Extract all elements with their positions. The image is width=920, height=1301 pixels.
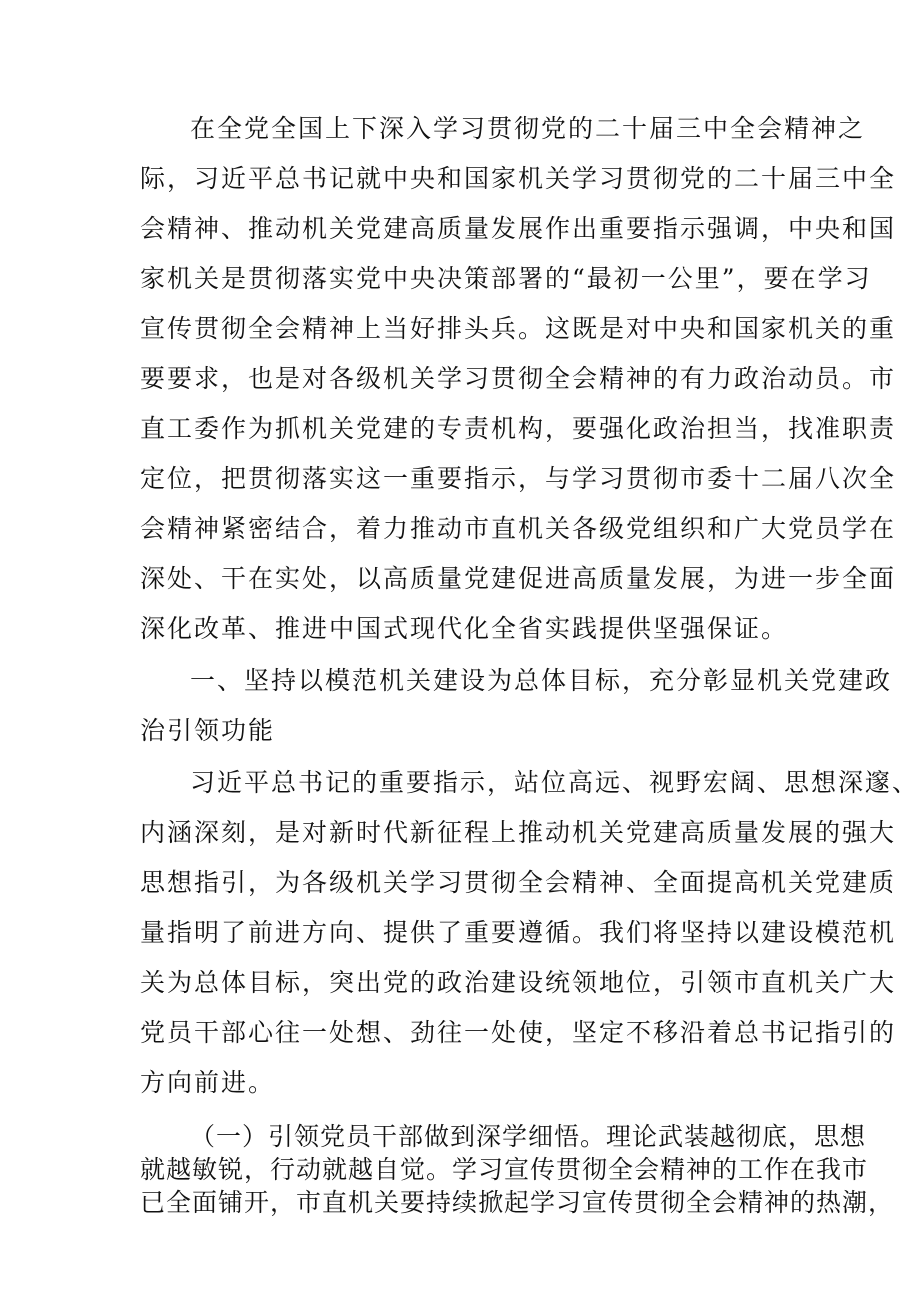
text-line: 方向前进。 — [140, 1068, 276, 1097]
text-line: 要要求，也是对各级机关学习贯彻全会精神的有力政治动员。市 — [140, 364, 897, 393]
text-line: 思想指引，为各级机关学习贯彻全会精神、全面提高机关党建质 — [140, 868, 897, 897]
text-line: 在全党全国上下深入学习贯彻党的二十届三中全会精神之 — [190, 114, 866, 143]
text-line: 关为总体目标，突出党的政治建设统领地位，引领市直机关广大 — [140, 968, 897, 997]
text-line: 会精神紧密结合，着力推动市直机关各级党组织和广大党员学在 — [140, 514, 897, 543]
text-line: 宣传贯彻全会精神上当好排头兵。这既是对中央和国家机关的重 — [140, 314, 897, 343]
paragraph-intro — [140, 104, 897, 654]
text-line: （一）引领党员干部做到深学细悟。理论武装越彻底，思想 — [190, 1122, 867, 1151]
text-line: 量指明了前进方向、提供了重要遵循。我们将坚持以建设模范机 — [140, 918, 897, 947]
text-line: 会精神、推动机关党建高质量发展作出重要指示强调，中央和国 — [140, 214, 897, 243]
text-line: 深化改革、推进中国式现代化全省实践提供坚强保证。 — [140, 614, 789, 643]
text-line: 内涵深刻，是对新时代新征程上推动机关党建高质量发展的强大 — [140, 818, 897, 847]
text-line: 党员干部心往一处想、劲往一处使，坚定不移沿着总书记指引的 — [140, 1018, 897, 1047]
text-line: 习近平总书记的重要指示，站位高远、视野宏阔、思想深邃、 — [190, 768, 920, 797]
text-line: 直工委作为抓机关党建的专责机构，要强化政治担当，找准职责 — [140, 414, 897, 443]
text-line: 定位，把贯彻落实这一重要指示，与学习贯彻市委十二届八次全 — [140, 464, 897, 493]
text-line: 深处、干在实处，以高质量党建促进高质量发展，为进一步全面 — [140, 564, 897, 593]
section-heading — [140, 656, 893, 756]
text-line: 已全面铺开，市直机关要持续掀起学习宣传贯彻全会精神的热潮， — [140, 1188, 895, 1217]
text-line: 治引领功能 — [140, 716, 276, 745]
paragraph-2 — [140, 758, 920, 1108]
text-line: 家机关是贯彻落实党中央决策部署的“最初一公里”，要在学习 — [140, 264, 872, 293]
paragraph-3 — [140, 1120, 895, 1219]
text-line: 就越敏锐，行动就越自觉。学习宣传贯彻全会精神的工作在我市 — [140, 1155, 869, 1184]
text-line: 际，习近平总书记就中央和国家机关学习贯彻党的二十届三中全 — [140, 164, 897, 193]
text-line: 一、坚持以模范机关建设为总体目标，充分彰显机关党建政 — [190, 666, 893, 695]
